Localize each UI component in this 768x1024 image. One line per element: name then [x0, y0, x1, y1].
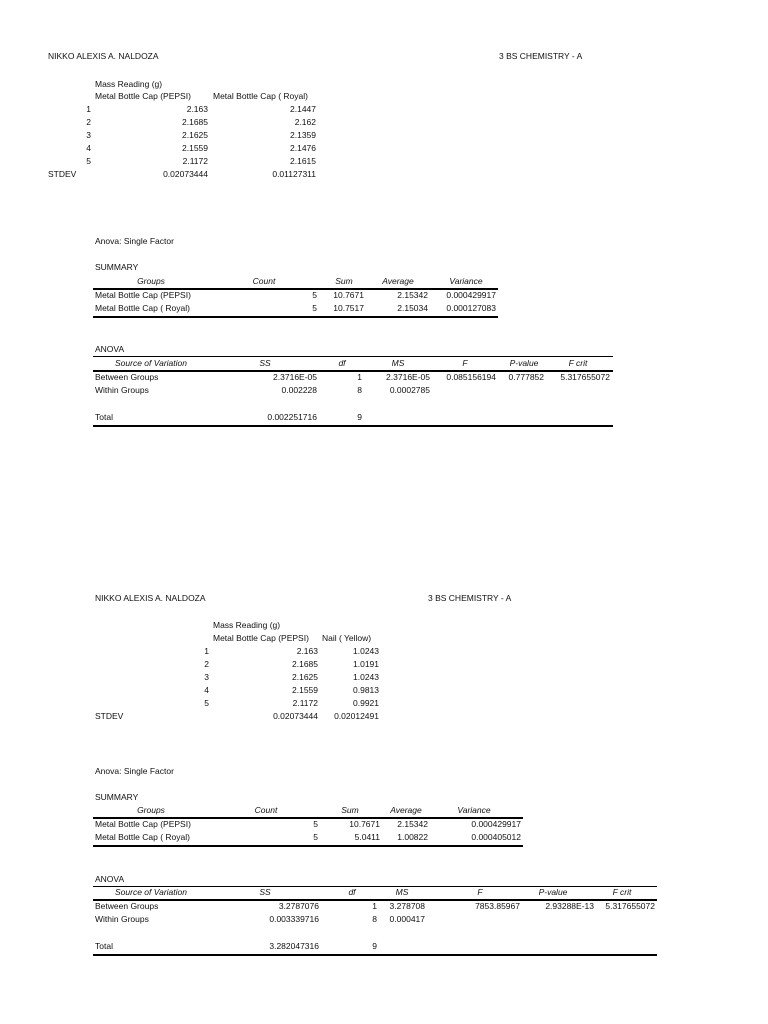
table-cell: 2.1559: [292, 685, 318, 695]
table-cell: 2.163: [296, 646, 318, 656]
summary-count: 5: [312, 303, 317, 313]
summary-label: SUMMARY: [95, 792, 139, 802]
stdev-value: 0.02012491: [334, 711, 379, 721]
summary-group: Metal Bottle Cap (PEPSI): [95, 819, 191, 829]
table-cell: 2.1615: [290, 156, 316, 166]
summary-header-sum: Sum: [335, 276, 353, 286]
anova-header-f: F: [462, 358, 468, 368]
student-name: NIKKO ALEXIS A. NALDOZA: [48, 51, 159, 61]
anova-header-df: df: [338, 358, 346, 368]
anova-row-label: Total: [95, 412, 113, 422]
summary-variance: 0.000429917: [446, 290, 496, 300]
anova-fcrit: 5.317655072: [560, 372, 610, 382]
col2-header: Metal Bottle Cap ( Royal): [213, 91, 308, 101]
summary-sum: 10.7517: [333, 303, 364, 313]
row-number: 4: [86, 143, 91, 153]
table-cell: 2.1559: [182, 143, 208, 153]
anova-df: 8: [372, 914, 377, 924]
table-cell: 2.1685: [292, 659, 318, 669]
row-number: 1: [204, 646, 209, 656]
row-number: 4: [204, 685, 209, 695]
summary-average: 2.15342: [397, 819, 428, 829]
summary-group: Metal Bottle Cap (PEPSI): [95, 290, 191, 300]
table-cell: 0.9813: [353, 685, 379, 695]
table-cell: 2.1625: [292, 672, 318, 682]
anova-label: ANOVA: [95, 874, 125, 884]
anova-row-label: Between Groups: [95, 372, 159, 382]
anova-ss: 3.2787076: [278, 901, 319, 911]
summary-sum: 10.7671: [349, 819, 380, 829]
row-number: 5: [86, 156, 91, 166]
table-rule: [93, 845, 523, 847]
anova-ss: 2.3716E-05: [273, 372, 317, 382]
anova-row-label: Within Groups: [95, 914, 149, 924]
summary-variance: 0.000429917: [471, 819, 521, 829]
summary-header-count: Count: [252, 276, 276, 286]
anova-header-source: Source of Variation: [115, 358, 187, 368]
anova-df: 1: [357, 372, 362, 382]
data-table-title: Mass Reading (g): [95, 79, 163, 89]
anova-pvalue: 2.93288E-13: [545, 901, 594, 911]
anova-df: 9: [357, 412, 362, 422]
row-number: 3: [86, 130, 91, 140]
anova-header-ms: MS: [395, 887, 409, 897]
summary-header-variance: Variance: [449, 276, 483, 286]
row-number: 1: [86, 104, 91, 114]
table-cell: 2.1685: [182, 117, 208, 127]
anova-fcrit: 5.317655072: [605, 901, 655, 911]
stdev-value: 0.02073444: [273, 711, 318, 721]
student-name: NIKKO ALEXIS A. NALDOZA: [95, 593, 206, 603]
class-label: 3 BS CHEMISTRY - A: [428, 593, 512, 603]
anova-title: Anova: Single Factor: [95, 766, 174, 776]
table-cell: 2.1476: [290, 143, 316, 153]
anova-row-label: Between Groups: [95, 901, 159, 911]
summary-average: 2.15342: [397, 290, 428, 300]
table-cell: 2.1625: [182, 130, 208, 140]
anova-f: 0.085156194: [446, 372, 496, 382]
table-cell: 0.9921: [353, 698, 379, 708]
col1-header: Metal Bottle Cap (PEPSI): [213, 633, 309, 643]
col1-header: Metal Bottle Cap (PEPSI): [95, 91, 191, 101]
anova-header-pvalue: P-value: [509, 358, 539, 368]
anova-row-label: Within Groups: [95, 385, 149, 395]
summary-header-sum: Sum: [341, 805, 359, 815]
stdev-value: 0.02073444: [163, 169, 208, 179]
anova-ss: 0.003339716: [269, 914, 319, 924]
anova-label: ANOVA: [95, 344, 125, 354]
anova-header-f: F: [477, 887, 483, 897]
row-number: 2: [86, 117, 91, 127]
table-cell: 1.0243: [353, 672, 379, 682]
anova-header-ms: MS: [391, 358, 405, 368]
anova-title: Anova: Single Factor: [95, 236, 174, 246]
table-cell: 2.162: [294, 117, 316, 127]
anova-row-label: Total: [95, 941, 113, 951]
table-cell: 1.0243: [353, 646, 379, 656]
row-number: 5: [204, 698, 209, 708]
data-table-title: Mass Reading (g): [213, 620, 281, 630]
summary-group: Metal Bottle Cap ( Royal): [95, 832, 190, 842]
table-rule: [93, 954, 657, 956]
anova-header-source: Source of Variation: [115, 887, 187, 897]
stdev-label: STDEV: [95, 711, 124, 721]
anova-header-pvalue: P-value: [538, 887, 568, 897]
summary-group: Metal Bottle Cap ( Royal): [95, 303, 190, 313]
anova-pvalue: 0.777852: [508, 372, 544, 382]
summary-header-groups: Groups: [137, 276, 165, 286]
anova-header-ss: SS: [259, 358, 271, 368]
anova-df: 1: [372, 901, 377, 911]
summary-count: 5: [313, 819, 318, 829]
anova-df: 8: [357, 385, 362, 395]
table-cell: 2.163: [186, 104, 208, 114]
col2-header: Nail ( Yellow): [322, 633, 372, 643]
summary-count: 5: [313, 832, 318, 842]
anova-header-df: df: [348, 887, 356, 897]
anova-ss: 0.002228: [281, 385, 317, 395]
summary-sum: 5.0411: [354, 832, 380, 842]
anova-ss: 3.282047316: [269, 941, 319, 951]
anova-header-ss: SS: [259, 887, 271, 897]
class-label: 3 BS CHEMISTRY - A: [499, 51, 583, 61]
anova-ms: 0.0002785: [389, 385, 430, 395]
anova-ms: 3.278708: [389, 901, 425, 911]
summary-header-variance: Variance: [457, 805, 491, 815]
row-number: 3: [204, 672, 209, 682]
summary-count: 5: [312, 290, 317, 300]
anova-header-fcrit: F crit: [568, 358, 588, 368]
anova-ss: 0.002251716: [267, 412, 317, 422]
anova-df: 9: [372, 941, 377, 951]
summary-header-count: Count: [254, 805, 278, 815]
summary-header-average: Average: [390, 805, 422, 815]
row-number: 2: [204, 659, 209, 669]
summary-sum: 10.7671: [333, 290, 364, 300]
summary-average: 1.00822: [397, 832, 428, 842]
table-cell: 2.1359: [290, 130, 316, 140]
anova-f: 7853.85967: [475, 901, 520, 911]
summary-variance: 0.000127083: [446, 303, 496, 313]
anova-header-fcrit: F crit: [612, 887, 632, 897]
stdev-value: 0.01127311: [272, 169, 316, 179]
table-cell: 2.1172: [182, 156, 208, 166]
summary-header-average: Average: [382, 276, 414, 286]
summary-variance: 0.000405012: [471, 832, 521, 842]
summary-average: 2.15034: [397, 303, 428, 313]
table-cell: 2.1172: [292, 698, 318, 708]
table-cell: 2.1447: [290, 104, 316, 114]
summary-label: SUMMARY: [95, 262, 139, 272]
table-cell: 1.0191: [353, 659, 379, 669]
anova-ms: 0.000417: [389, 914, 425, 924]
summary-header-groups: Groups: [137, 805, 165, 815]
stdev-label: STDEV: [48, 169, 77, 179]
anova-ms: 2.3716E-05: [386, 372, 430, 382]
